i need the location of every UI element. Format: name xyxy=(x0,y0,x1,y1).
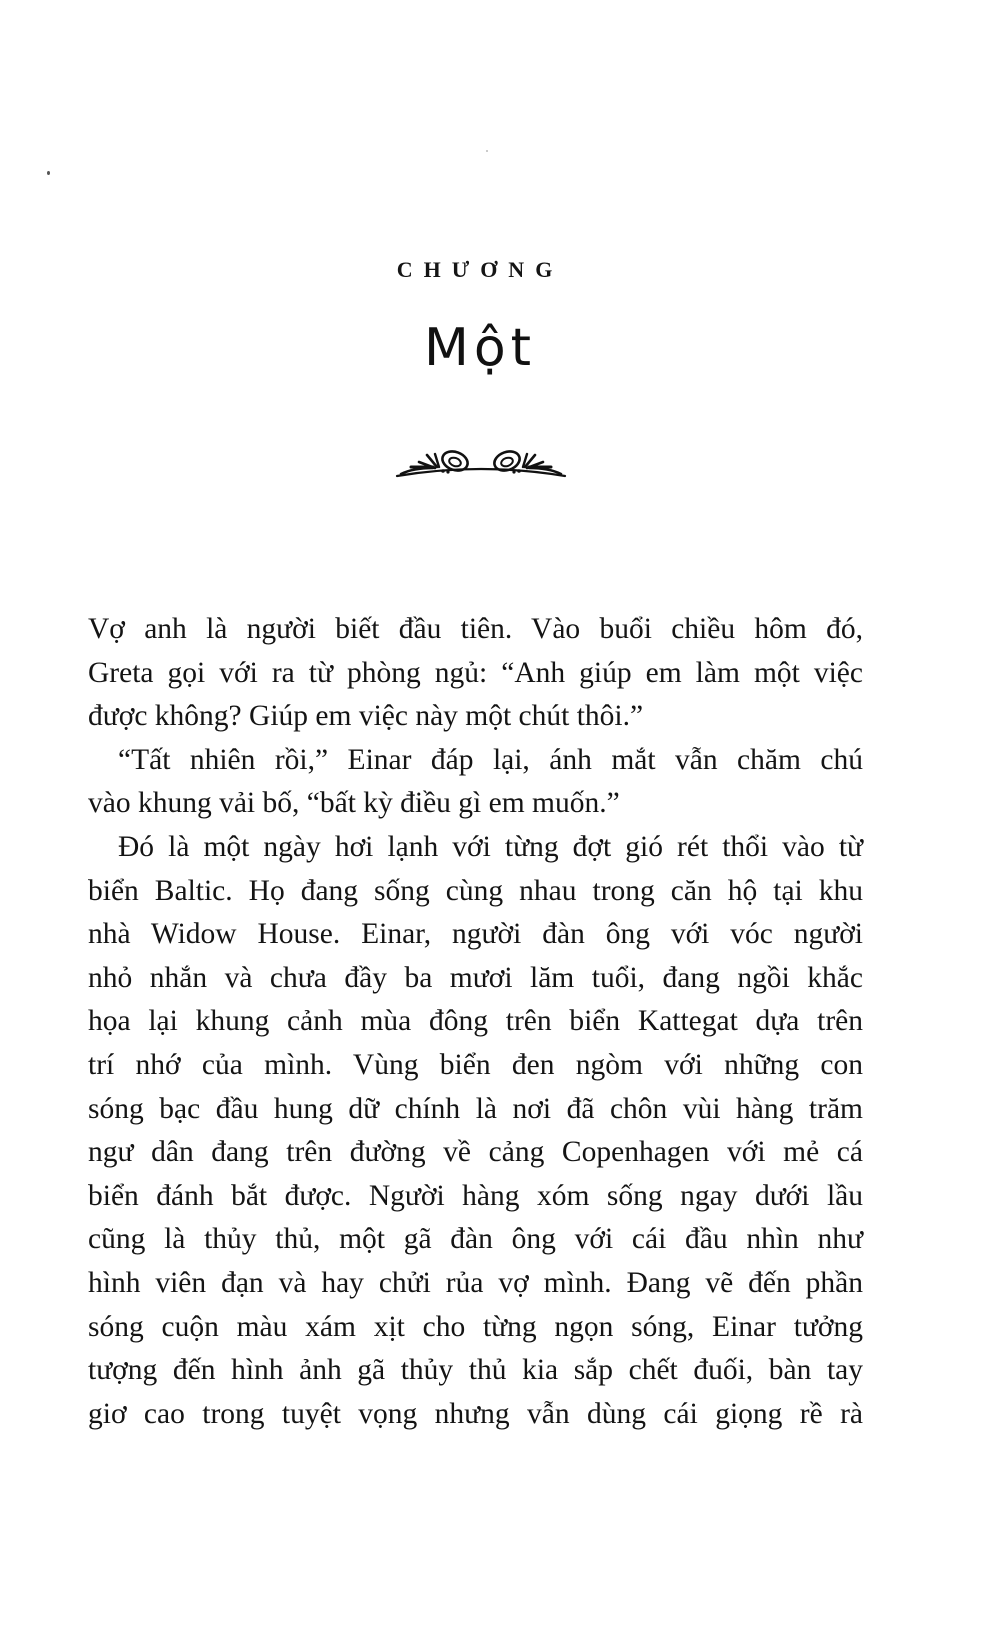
body-line: sóng cuộn màu xám xịt cho từng ngọn sóng, Einar tưởng xyxy=(88,1310,863,1343)
scroll-flourish-ornament-icon xyxy=(393,440,569,480)
body-line: trí nhớ của mình. Vùng biển đen ngòm với những con xyxy=(88,1048,863,1081)
body-line: họa lại khung cảnh mùa đông trên biển Kattegat dựa trên xyxy=(88,1005,863,1038)
chapter-label: CHƯƠNG xyxy=(396,257,564,282)
chapter-title: Một xyxy=(423,318,537,378)
scan-speck xyxy=(486,150,488,152)
body-line: Đó là một ngày hơi lạnh với từng đợt gió rét thổi vào từ xyxy=(118,830,863,863)
body-line: nhà Widow House. Einar, người đàn ông với vóc người xyxy=(88,918,863,951)
body-line: giơ cao trong tuyệt vọng nhưng vẫn dùng cái giọng rề rà xyxy=(88,1397,863,1430)
body-line: nhỏ nhắn và chưa đầy ba mươi lăm tuổi, đang ngồi khắc xyxy=(88,961,863,994)
body-line: sóng bạc đầu hung dữ chính là nơi đã chôn vùi hàng trăm xyxy=(88,1092,863,1125)
body-line: biển đánh bắt được. Người hàng xóm sống ngay dưới lầu xyxy=(88,1179,863,1212)
body-line: “Tất nhiên rồi,” Einar đáp lại, ánh mắt vẫn chăm chú xyxy=(118,743,863,776)
scan-speck xyxy=(47,171,50,175)
body-line: hình viên đạn và hay chửi rủa vợ mình. Đang vẽ đến phần xyxy=(88,1266,863,1299)
chapter-body-text xyxy=(88,608,863,1436)
body-line: được không? Giúp em việc này một chút thôi.” xyxy=(88,700,644,733)
body-line: Vợ anh là người biết đầu tiên. Vào buổi chiều hôm đó, xyxy=(88,613,863,645)
body-line: biển Baltic. Họ đang sống cùng nhau trong căn hộ tại khu xyxy=(88,874,863,907)
body-line: vào khung vải bố, “bất kỳ điều gì em muốn.” xyxy=(88,787,620,820)
body-line: tượng đến hình ảnh gã thủy thủ kia sắp chết đuối, bàn tay xyxy=(88,1354,863,1387)
body-line: Greta gọi với ra từ phòng ngủ: “Anh giúp em làm một việc xyxy=(88,656,863,689)
body-line: ngư dân đang trên đường về cảng Copenhagen với mẻ cá xyxy=(88,1136,863,1169)
body-line: cũng là thủy thủ, một gã đàn ông với cái đầu nhìn như xyxy=(88,1223,863,1256)
